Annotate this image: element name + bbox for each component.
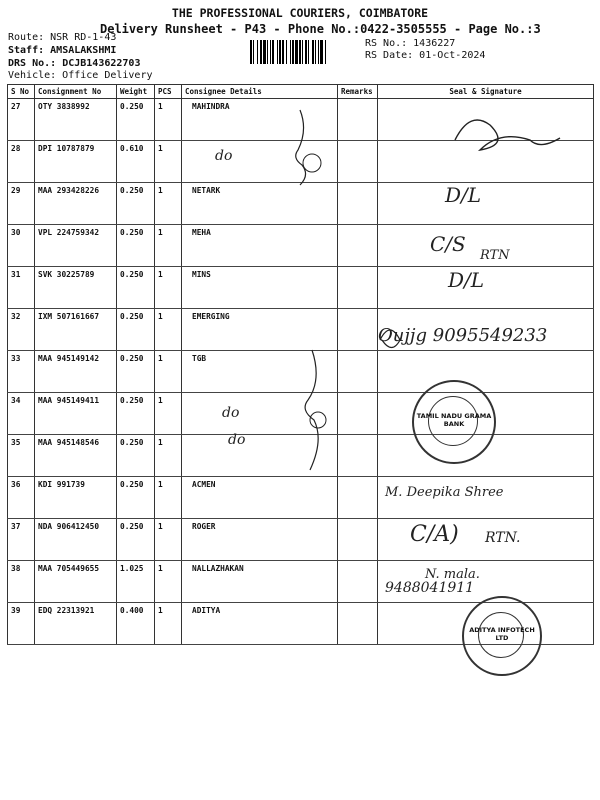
consignment-cell: MAA 945148546	[35, 435, 117, 477]
consignee-cell: MEHA	[182, 225, 338, 267]
consignee-cell: NETARK	[182, 183, 338, 225]
phone-39: 9488041911	[385, 580, 475, 596]
staff-value: AMSALAKSHMI	[50, 45, 117, 56]
consignee-cell: EMERGING	[182, 309, 338, 351]
consignment-cell: MAA 945149411	[35, 393, 117, 435]
rs-date: RS Date: 01-Oct-2024	[365, 50, 486, 61]
signature-37: M. Deepika Shree	[385, 485, 504, 500]
remark-33: Oujjg 9095549233	[378, 325, 548, 346]
weight-cell: 0.250	[117, 351, 155, 393]
company-title: THE PROFESSIONAL COURIERS, COIMBATORE	[171, 6, 429, 20]
consignee-cell: ACMEN	[182, 477, 338, 519]
consignment-cell: OTY 3838992	[35, 99, 117, 141]
route-text: Route: NSR RD-1-43	[8, 32, 117, 43]
ditto-mark-28: do	[215, 148, 233, 164]
remark-31: C/S	[430, 232, 466, 256]
col-seal: Seal & Signature	[378, 85, 594, 99]
signature-27	[455, 120, 560, 150]
sno-cell: 28	[8, 141, 35, 183]
consignee-cell: MINS	[182, 267, 338, 309]
signature-39: N. mala.	[425, 567, 480, 582]
col-pcs: PCS	[155, 85, 182, 99]
consignment-cell: DPI 10787879	[35, 141, 117, 183]
remark-31b: RTN	[480, 248, 510, 263]
pcs-cell: 1	[155, 183, 182, 225]
vehicle-text: Vehicle: Office Delivery	[8, 70, 153, 81]
pcs-cell: 1	[155, 561, 182, 603]
col-sno: S No	[8, 85, 35, 99]
pcs-cell: 1	[155, 519, 182, 561]
sno-cell: 27	[8, 99, 35, 141]
remark-38: C/A)	[410, 522, 459, 547]
runsheet-subtitle: Delivery Runsheet - P43 - Phone No.:0422-3505555 - Page No.:3	[100, 22, 541, 36]
grama-bank-stamp-text: TAMIL NADU GRAMA BANK	[416, 412, 492, 428]
weight-cell: 0.250	[117, 435, 155, 477]
consignment-cell: IXM 507161667	[35, 309, 117, 351]
ditto-mark-34: do	[222, 405, 240, 421]
pcs-cell: 1	[155, 393, 182, 435]
remark-32: D/L	[448, 268, 485, 292]
remark-38b: RTN.	[485, 530, 521, 546]
circled-mark-2	[310, 412, 326, 428]
weight-cell: 0.250	[117, 309, 155, 351]
consignment-cell: MAA 705449655	[35, 561, 117, 603]
consignee-cell: ADITYA	[182, 603, 338, 645]
weight-cell: 0.250	[117, 393, 155, 435]
aditya-infotech-stamp-text: ADITYA INFOTECH LTD	[469, 626, 535, 642]
weight-cell: 0.250	[117, 519, 155, 561]
weight-cell: 0.250	[117, 183, 155, 225]
pcs-cell: 1	[155, 267, 182, 309]
consignment-cell: EDQ 22313921	[35, 603, 117, 645]
drs-label: DRS No.:	[8, 58, 57, 69]
consignee-cell: TGB	[182, 351, 338, 393]
consignment-cell: KDI 991739	[35, 477, 117, 519]
sno-cell: 39	[8, 603, 35, 645]
remark-30: D/L	[445, 183, 482, 207]
pcs-cell: 1	[155, 603, 182, 645]
pcs-cell: 1	[155, 309, 182, 351]
weight-cell: 0.250	[117, 225, 155, 267]
consignment-cell: NDA 906412450	[35, 519, 117, 561]
sno-cell: 37	[8, 519, 35, 561]
weight-cell: 0.250	[117, 477, 155, 519]
weight-cell: 1.025	[117, 561, 155, 603]
sno-cell: 38	[8, 561, 35, 603]
pcs-cell: 1	[155, 477, 182, 519]
consignee-cell: MAHINDRA	[182, 99, 338, 141]
consignment-cell: MAA 293428226	[35, 183, 117, 225]
consignment-cell: SVK 30225789	[35, 267, 117, 309]
consignee-cell: ROGER	[182, 519, 338, 561]
sno-cell: 34	[8, 393, 35, 435]
ditto-mark-35: do	[228, 432, 246, 448]
rs-number: RS No.: 1436227	[365, 38, 456, 49]
sno-cell: 33	[8, 351, 35, 393]
consignee-cell: NALLAZHAKAN	[182, 561, 338, 603]
consignment-cell: VPL 224759342	[35, 225, 117, 267]
aditya-infotech-stamp	[462, 596, 542, 676]
weight-cell: 0.250	[117, 99, 155, 141]
sno-cell: 35	[8, 435, 35, 477]
weight-cell: 0.610	[117, 141, 155, 183]
pcs-cell: 1	[155, 351, 182, 393]
circled-mark	[303, 154, 321, 172]
pcs-cell: 1	[155, 141, 182, 183]
sno-cell: 32	[8, 309, 35, 351]
col-remarks: Remarks	[338, 85, 378, 99]
pcs-cell: 1	[155, 99, 182, 141]
pcs-cell: 1	[155, 225, 182, 267]
weight-cell: 0.250	[117, 267, 155, 309]
sno-cell: 29	[8, 183, 35, 225]
ditto-brace-1	[296, 110, 306, 185]
sno-cell: 30	[8, 225, 35, 267]
sno-cell: 36	[8, 477, 35, 519]
ditto-brace-2	[305, 350, 318, 470]
col-consignee: Consignee Details	[182, 85, 338, 99]
col-consignment: Consignment No	[35, 85, 117, 99]
drs-value: DCJB143622703	[62, 58, 141, 69]
sno-cell: 31	[8, 267, 35, 309]
pcs-cell: 1	[155, 435, 182, 477]
grama-bank-stamp	[412, 380, 496, 464]
col-weight: Weight	[117, 85, 155, 99]
staff-label: Staff:	[8, 45, 45, 56]
consignment-cell: MAA 945149142	[35, 351, 117, 393]
weight-cell: 0.400	[117, 603, 155, 645]
